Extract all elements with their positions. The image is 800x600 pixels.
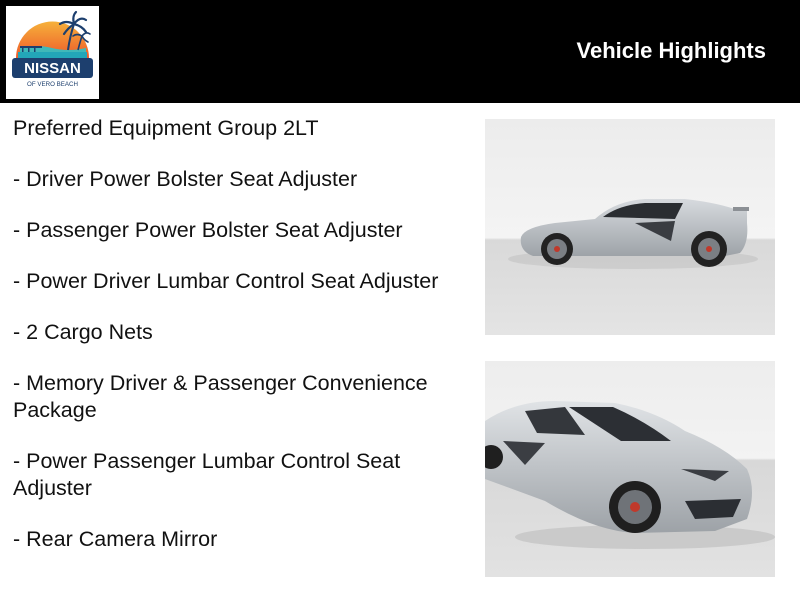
header-bar <box>0 0 800 103</box>
vehicle-photo-front[interactable] <box>485 361 775 577</box>
feature-list <box>13 115 463 577</box>
car-front-photo-icon <box>485 361 775 577</box>
feature-item-equipment-group: Preferred Equipment Group 2LT <box>13 116 319 140</box>
feature-item-passenger-bolster: - Passenger Power Bolster Seat Adjuster <box>13 218 403 242</box>
car-side-photo-icon <box>485 119 775 335</box>
feature-item-memory-package: - Memory Driver & Passenger Convenience Package <box>13 371 428 422</box>
page-title: Vehicle Highlights <box>576 38 766 63</box>
feature-item-rear-camera-mirror: - Rear Camera Mirror <box>13 527 218 551</box>
dealer-logo[interactable] <box>6 6 99 99</box>
logo-brand-text: NISSAN <box>24 60 81 77</box>
nissan-vero-beach-logo-icon <box>6 6 99 99</box>
vehicle-photo-side[interactable] <box>485 119 775 335</box>
logo-location-text: OF VERO BEACH <box>27 81 78 88</box>
feature-item-cargo-nets: - 2 Cargo Nets <box>13 320 153 344</box>
feature-item-driver-bolster: - Driver Power Bolster Seat Adjuster <box>13 167 358 191</box>
feature-item-passenger-lumbar: - Power Passenger Lumbar Control Seat Adjuster <box>13 449 401 500</box>
feature-item-driver-lumbar: - Power Driver Lumbar Control Seat Adjuster <box>13 269 439 293</box>
